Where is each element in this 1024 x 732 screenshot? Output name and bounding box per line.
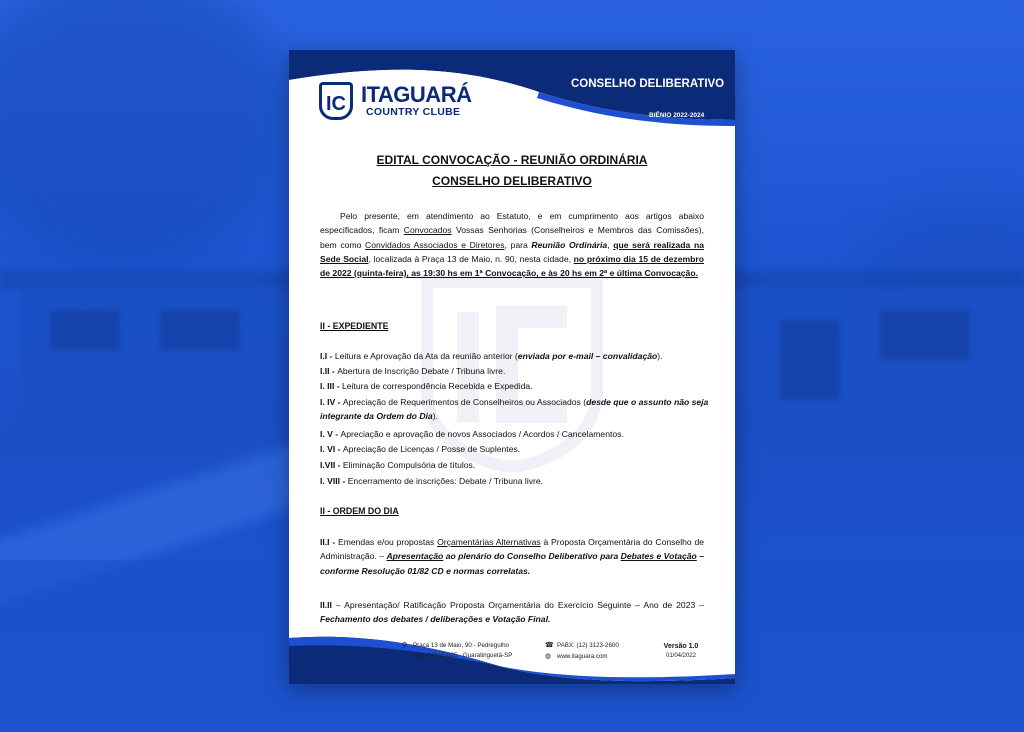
footer-phone: PABX: (12) 3123-2600 [557,642,619,649]
intro-text: que será realizada na Sede Social [320,239,704,264]
bg-window [50,310,120,350]
intro-text: Vossas Senhorias (Conselheiros e Membros das Comissões), bem como [320,225,705,250]
list-item: I.II - Abertura de Inscrição Debate / Tribuna livre. [320,366,506,376]
bg-building [20,285,290,425]
list-item: I. III - Leitura de correspondência Recebida e Expedida. [320,381,533,391]
brand-name: ITAGUARÁ [361,82,472,107]
list-item: I. V - Apreciação e aprovação de novos Associados / Acordos / Cancelamentos. [320,429,624,439]
list-item: I.I - Leitura e Aprovação da Ata da reunião anterior (enviada por e-mail – convalidação). [320,351,663,361]
ordem-item-2: II.II – Apresentação/ Ratificação Proposta Orçamentária do Exercício Seguinte – Ano de 2023 – Fechamento dos debates / deliberações e Votação Final. [320,600,704,625]
intro-text: Convidados Associados e Diretores [365,239,505,250]
document-title-line2: CONSELHO DELIBERATIVO [432,174,592,188]
ordem-item-1: II.I - Emendas e/ou propostas Orçamentárias Alternativas à Proposta Orçamentária do Conselho de Administração. – Apresentação ao plenário do Conselho Deliberativo para Debates e Votação – conforme Resolução 01/82 CD e normas correlatas. [320,537,705,576]
list-item: I. IV - Apreciação de Requerimentos de Conselheiros ou Associados (desde que o assunto não seja integrante da Ordem do Dia). [320,397,709,422]
intro-paragraph [320,209,704,280]
intro-text: , [607,239,614,250]
document-title-line1: EDITAL CONVOCAÇÃO - REUNIÃO ORDINÁRIA [376,153,648,167]
intro-text: Pelo presente, em atendimento ao Estatuto, e em cumprimento aos artigos abaixo especificados, ficam [320,211,704,236]
version-label: Versão 1.0 [663,643,699,650]
list-item: I. VI - Apreciação de Licenças / Posse de Suplentes. [320,444,521,454]
bg-window [880,310,970,360]
location-pin-icon: ⚲ [402,642,408,649]
version-date: 01/04/2022 [665,653,697,659]
intro-text: Convocados [403,225,452,236]
footer-address-line2: Cep: 12515-025 - Guaratinguetá-SP [413,652,513,659]
list-item: I.VII - Eliminação Compulsória de títulos. [320,460,476,470]
phone-icon: ☎ [545,642,554,649]
bg-window [160,310,240,350]
intro-text: no próximo dia 15 de dezembro de 2022 (quinta-feira), as 19:30 hs em 1ª Convocação, e às 20 hs em 2ª e última Convocação. [320,253,704,279]
bg-window [780,320,840,400]
intro-text: , para [504,239,532,250]
intro-text: , localizada à Praça 13 de Maio, n. 90, nesta cidade, [368,253,574,264]
header-wave [289,50,735,132]
footer-website[interactable]: www.itaguara.com [557,653,608,660]
section-heading-ordem-do-dia: II - ORDEM DO DIA [320,506,399,516]
section-heading-expediente: II - EXPEDIENTE [320,321,389,331]
brand-subtitle: COUNTRY CLUBE [366,106,461,118]
globe-icon: ◍ [545,653,552,660]
list-item: I. VIII - Encerramento de inscrições: Debate / Tribuna livre. [320,476,544,486]
header-bienio: BIÊNIO 2022-2024 [649,112,705,119]
header-title: CONSELHO DELIBERATIVO [571,78,725,90]
logo-icon: IC [319,82,353,120]
footer-address-line1: Praça 13 de Maio, 90 - Pedregulho [413,642,509,649]
document-page [289,50,735,684]
bg-tree [0,0,290,270]
intro-text: Reunião Ordinária [531,239,608,250]
